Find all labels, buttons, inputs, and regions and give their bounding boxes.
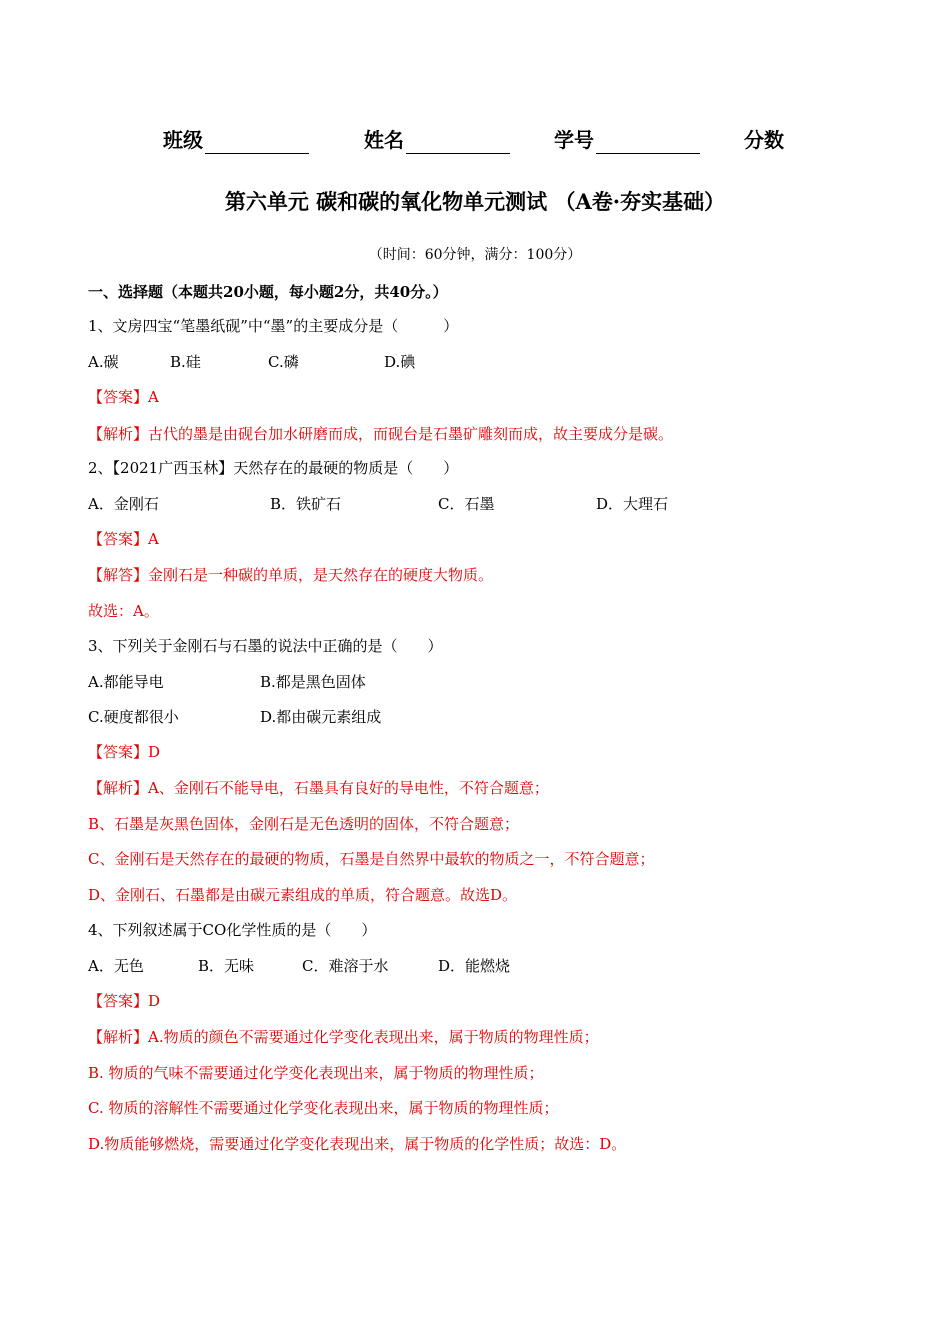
question-3-analysis: 【解析】A、金刚石不能导电，石墨具有良好的导电性，不符合题意； [88, 779, 549, 797]
option[interactable]: B.硅 [170, 353, 201, 371]
score-label: 分数 [744, 128, 784, 152]
option[interactable]: A.都能导电 [88, 673, 164, 691]
name-field[interactable] [364, 126, 510, 154]
option[interactable]: B．无味 [198, 957, 255, 975]
question-3-analysis: C、金刚石是天然存在的最硬的物质，石墨是自然界中最软的物质之一，不符合题意； [88, 850, 655, 868]
question-3-analysis: B、石墨是灰黑色固体，金刚石是无色透明的固体，不符合题意； [88, 815, 520, 833]
name-label: 姓名 [364, 128, 404, 152]
score-field [744, 126, 784, 154]
question-2-analysis: 【解答】金刚石是一种碳的单质，是天然存在的硬度大物质。 [88, 566, 494, 584]
option[interactable]: D．能燃烧 [438, 957, 511, 975]
question-4-analysis: 【解析】A.物质的颜色不需要通过化学变化表现出来，属于物质的物理性质； [88, 1028, 599, 1046]
number-field[interactable] [554, 126, 700, 154]
question-4-analysis: B. 物质的气味不需要通过化学变化表现出来，属于物质的物理性质； [88, 1064, 544, 1082]
option[interactable]: C.磷 [268, 353, 299, 371]
option[interactable]: B.都是黑色固体 [260, 673, 366, 691]
question-4-stem: 4、下列叙述属于CO化学性质的是（ ） [88, 921, 377, 939]
section-heading: 一、选择题（本题共20小题，每小题2分，共40分。） [88, 283, 448, 301]
question-2-answer: 【答案】A [88, 530, 159, 548]
question-1-analysis: 【解析】古代的墨是由砚台加水研磨而成，而砚台是石墨矿雕刻而成，故主要成分是碳。 [88, 425, 674, 443]
question-2-analysis: 故选：A。 [88, 602, 159, 620]
option[interactable]: D．大理石 [596, 495, 669, 513]
class-label: 班级 [163, 128, 203, 152]
class-field[interactable] [163, 126, 309, 154]
number-blank[interactable] [596, 133, 700, 154]
option[interactable]: B．铁矿石 [270, 495, 342, 513]
question-2-stem: 2、【2021广西玉林】天然存在的最硬的物质是（ ） [88, 459, 459, 477]
option[interactable]: A．金刚石 [88, 495, 159, 513]
number-label: 学号 [554, 128, 594, 152]
option[interactable]: D.碘 [384, 353, 416, 371]
page-title: 第六单元 碳和碳的氧化物单元测试 （A卷·夯实基础） [224, 189, 726, 214]
option[interactable]: C．石墨 [438, 495, 495, 513]
question-4-analysis: D.物质能够燃烧，需要通过化学变化表现出来，属于物质的化学性质；故选：D。 [88, 1135, 627, 1153]
question-4-answer: 【答案】D [88, 992, 161, 1010]
option[interactable]: A．无色 [88, 957, 144, 975]
question-1-stem: 1、文房四宝“笔墨纸砚”中“墨”的主要成分是（ ） [88, 317, 459, 335]
question-3-stem: 3、下列关于金刚石与石墨的说法中正确的是（ ） [88, 637, 443, 655]
question-4-analysis: C. 物质的溶解性不需要通过化学变化表现出来，属于物质的物理性质； [88, 1099, 559, 1117]
option[interactable]: C.硬度都很小 [88, 708, 179, 726]
option[interactable]: C．难溶于水 [302, 957, 389, 975]
question-1-answer: 【答案】A [88, 388, 159, 406]
name-blank[interactable] [406, 133, 510, 154]
question-3-analysis: D、金刚石、石墨都是由碳元素组成的单质，符合题意。故选D。 [88, 886, 518, 904]
option[interactable]: A.碳 [88, 353, 119, 371]
question-3-answer: 【答案】D [88, 743, 161, 761]
page-subtitle: （时间：60分钟，满分：100分） [368, 247, 582, 263]
class-blank[interactable] [205, 133, 309, 154]
option[interactable]: D.都由碳元素组成 [260, 708, 382, 726]
